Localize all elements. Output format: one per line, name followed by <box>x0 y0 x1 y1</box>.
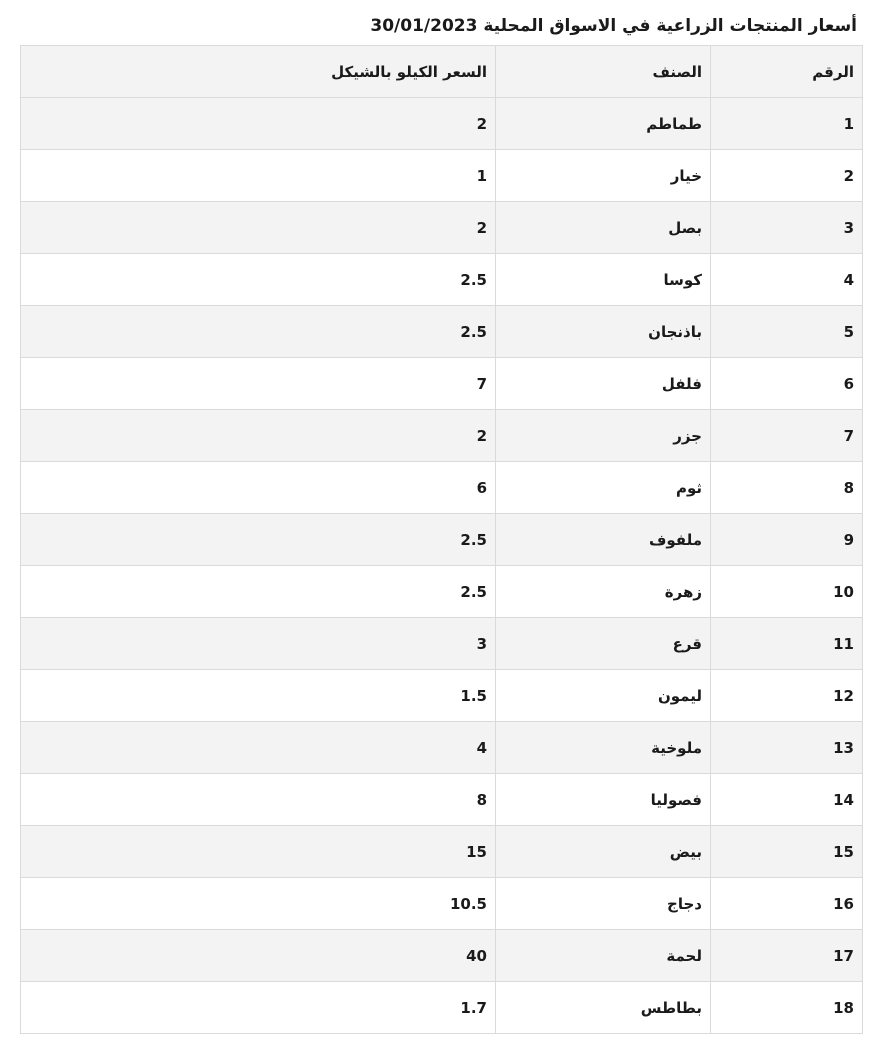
cell-item: دجاج <box>496 878 711 930</box>
table-row <box>21 722 863 774</box>
cell-item: طماطم <box>496 98 711 150</box>
cell-number: 13 <box>711 722 863 774</box>
table-row <box>21 878 863 930</box>
cell-price: 1.5 <box>21 670 496 722</box>
cell-item: لحمة <box>496 930 711 982</box>
cell-item: فصوليا <box>496 774 711 826</box>
cell-number: 18 <box>711 982 863 1034</box>
table-row <box>21 462 863 514</box>
cell-price: 2.5 <box>21 254 496 306</box>
table-row <box>21 254 863 306</box>
cell-number: 6 <box>711 358 863 410</box>
table-row <box>21 514 863 566</box>
cell-price: 3 <box>21 618 496 670</box>
cell-number: 15 <box>711 826 863 878</box>
cell-number: 1 <box>711 98 863 150</box>
cell-price: 2.5 <box>21 566 496 618</box>
cell-number: 17 <box>711 930 863 982</box>
cell-price: 1.7 <box>21 982 496 1034</box>
table-header-row <box>21 46 863 98</box>
cell-price: 10.5 <box>21 878 496 930</box>
cell-item: بصل <box>496 202 711 254</box>
cell-item: بيض <box>496 826 711 878</box>
cell-number: 2 <box>711 150 863 202</box>
cell-price: 6 <box>21 462 496 514</box>
cell-item: جزر <box>496 410 711 462</box>
cell-price: 2 <box>21 202 496 254</box>
cell-number: 11 <box>711 618 863 670</box>
cell-item: باذنجان <box>496 306 711 358</box>
cell-price: 2.5 <box>21 306 496 358</box>
header-number: الرقم <box>711 46 863 98</box>
header-item: الصنف <box>496 46 711 98</box>
cell-item: كوسا <box>496 254 711 306</box>
cell-number: 12 <box>711 670 863 722</box>
table-body <box>21 98 863 1034</box>
cell-price: 15 <box>21 826 496 878</box>
cell-number: 16 <box>711 878 863 930</box>
table-row <box>21 982 863 1034</box>
cell-price: 7 <box>21 358 496 410</box>
table-row <box>21 566 863 618</box>
table-row <box>21 358 863 410</box>
cell-price: 40 <box>21 930 496 982</box>
table-row <box>21 618 863 670</box>
cell-item: ملفوف <box>496 514 711 566</box>
cell-item: بطاطس <box>496 982 711 1034</box>
cell-number: 9 <box>711 514 863 566</box>
cell-number: 14 <box>711 774 863 826</box>
table-row <box>21 306 863 358</box>
price-table <box>20 45 863 1034</box>
cell-price: 2 <box>21 98 496 150</box>
cell-number: 5 <box>711 306 863 358</box>
table-row <box>21 202 863 254</box>
cell-number: 3 <box>711 202 863 254</box>
table-row <box>21 410 863 462</box>
cell-item: خيار <box>496 150 711 202</box>
table-row <box>21 150 863 202</box>
cell-item: ليمون <box>496 670 711 722</box>
cell-price: 2 <box>21 410 496 462</box>
page-title: أسعار المنتجات الزراعية في الاسواق المحلية 30/01/2023 <box>370 16 857 36</box>
table-row <box>21 826 863 878</box>
cell-number: 7 <box>711 410 863 462</box>
cell-number: 8 <box>711 462 863 514</box>
table-row <box>21 98 863 150</box>
cell-item: ثوم <box>496 462 711 514</box>
cell-number: 4 <box>711 254 863 306</box>
cell-price: 4 <box>21 722 496 774</box>
table-row <box>21 930 863 982</box>
cell-price: 2.5 <box>21 514 496 566</box>
header-price: السعر الكيلو بالشيكل <box>21 46 496 98</box>
price-table-container <box>20 45 862 1034</box>
cell-number: 10 <box>711 566 863 618</box>
cell-item: ملوخية <box>496 722 711 774</box>
cell-price: 1 <box>21 150 496 202</box>
cell-price: 8 <box>21 774 496 826</box>
table-row <box>21 670 863 722</box>
table-row <box>21 774 863 826</box>
cell-item: قرع <box>496 618 711 670</box>
cell-item: فلفل <box>496 358 711 410</box>
cell-item: زهرة <box>496 566 711 618</box>
